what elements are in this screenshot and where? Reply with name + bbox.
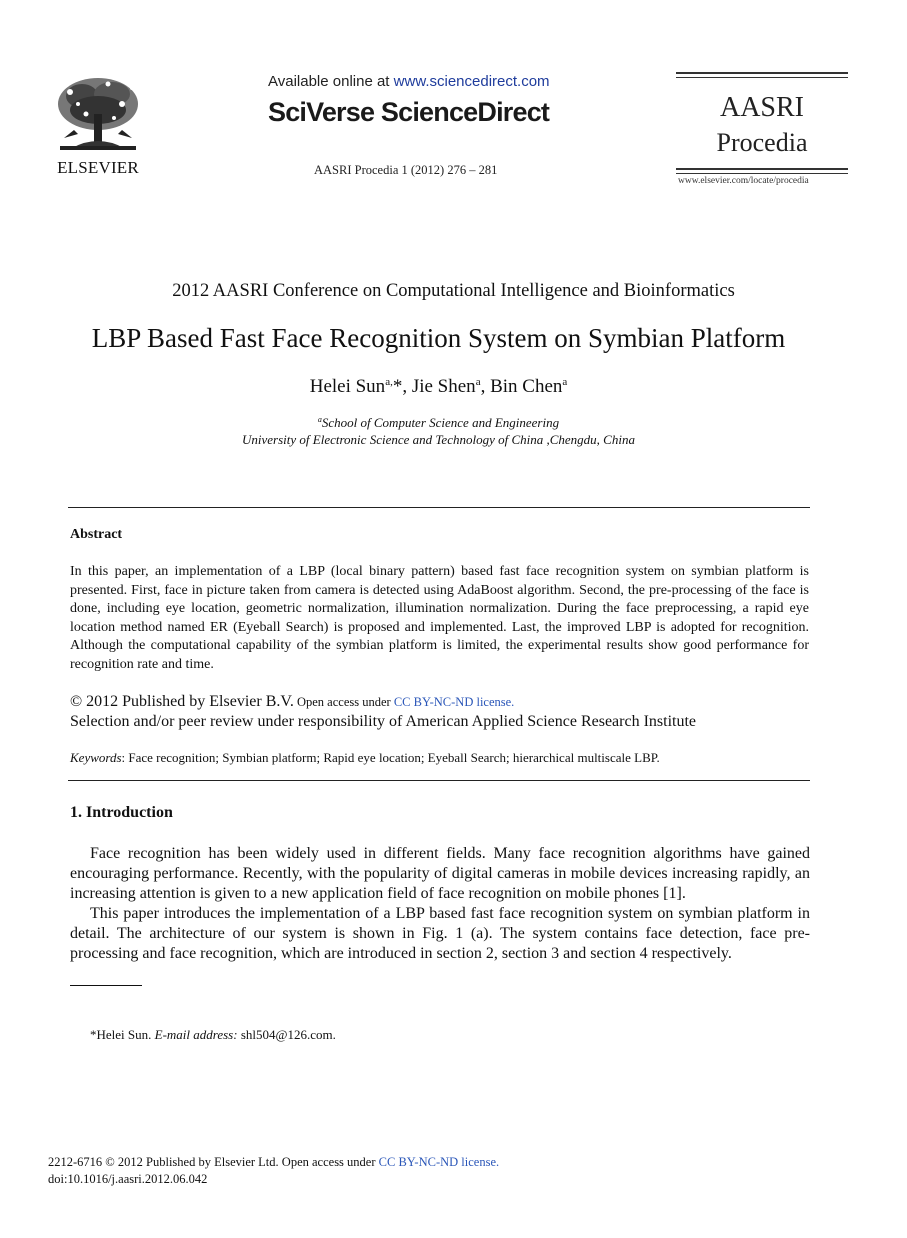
- footnote-rule: [70, 985, 142, 986]
- author-separator: *,: [392, 376, 412, 397]
- author-list: [0, 376, 877, 398]
- footnote: [90, 1027, 336, 1043]
- author-name: Jie Shen: [411, 376, 476, 397]
- abstract-top-rule: [68, 507, 810, 508]
- review-statement: Selection and/or peer review under responsibility of American Applied Science Research Institute: [70, 713, 697, 730]
- author-name: Helei Sun: [309, 376, 386, 397]
- journal-title-line2: Procedia: [716, 128, 808, 157]
- paragraph: This paper introduces the implementation of a LBP based fast face recognition system on symbian platform in detail. The architecture of our system is shown in Fig. 1 (a). The system contains face detection, face pre-processing and face recognition, which are introduced in section 2, section 3 and section 4 respectively.: [70, 905, 810, 962]
- elsevier-logo: [50, 74, 146, 178]
- abstract-bottom-rule: [68, 780, 810, 781]
- elsevier-wordmark: ELSEVIER: [57, 158, 139, 177]
- sciverse-logo: SciVerse ScienceDirect: [268, 97, 550, 127]
- keywords-label: Keywords: [70, 750, 122, 765]
- section-heading: 1. Introduction: [70, 804, 173, 821]
- available-prefix: Available online at: [268, 73, 394, 90]
- footer-issn: [48, 1155, 499, 1170]
- elsevier-tree-icon: [52, 74, 144, 156]
- footer-doi[interactable]: doi:10.1016/j.aasri.2012.06.042: [48, 1172, 208, 1186]
- footer-license-link[interactable]: CC BY-NC-ND license.: [378, 1155, 500, 1169]
- footnote-email-label: E-mail address:: [154, 1027, 238, 1042]
- footnote-author: *Helei Sun.: [90, 1027, 155, 1042]
- conference-name: 2012 AASRI Conference on Computational Intelligence and Bioinformatics: [172, 281, 735, 301]
- footer-open-access: Open access under: [278, 1155, 379, 1169]
- available-online: [268, 73, 550, 90]
- copyright-text: © 2012 Published by Elsevier B.V.: [70, 693, 294, 710]
- author-affil-mark: a: [562, 376, 568, 388]
- journal-reference: AASRI Procedia 1 (2012) 276 – 281: [314, 163, 498, 177]
- footnote-email: shl504@126.com.: [237, 1027, 336, 1042]
- affiliation-line2: University of Electronic Science and Technology of China ,Chengdu, China: [242, 432, 635, 447]
- affiliation-mark: a: [317, 415, 322, 424]
- keywords: [70, 750, 810, 766]
- abstract-heading: Abstract: [70, 527, 123, 542]
- paper-title: LBP Based Fast Face Recognition System on Symbian Platform: [91, 323, 786, 353]
- author-affil-mark: a,: [385, 376, 393, 388]
- copyright-block: [70, 692, 830, 731]
- keywords-list: : Face recognition; Symbian platform; Rapid eye location; Eyeball Search; hierarchical multiscale LBP.: [121, 750, 660, 765]
- author-separator: ,: [480, 376, 491, 397]
- affiliation-school: School of Computer Science and Engineering: [321, 415, 560, 430]
- author-name: Bin Chen: [490, 376, 563, 397]
- journal-box-bottom-rule: [676, 168, 848, 174]
- sciencedirect-link[interactable]: www.sciencedirect.com: [393, 73, 550, 90]
- author-affil-mark: a: [475, 376, 481, 388]
- journal-title-box: [676, 72, 848, 174]
- footer-issn-text: 2212-6716 © 2012 Published by Elsevier Ltd.: [48, 1155, 279, 1169]
- journal-title-line1: AASRI: [719, 92, 804, 123]
- abstract-text: In this paper, an implementation of a LBP (local binary pattern) based fast face recognition system on symbian platform is presented. First, face in picture taken from camera is detected using AdaBoost algorithm. Second, the pre-processing of the face is done, including eye location, geometric normalization, illumination normalization. During the face preprocessing, a rapid eye location method named ER (Eyeball Search) is proposed and implemented. Last, the improved LBP is adopted for recognition. Although the computational capability of the symbian platform is limited, the experimental results show good performance for recognition rate and time.: [70, 564, 809, 672]
- journal-url[interactable]: www.elsevier.com/locate/procedia: [678, 176, 809, 186]
- license-link[interactable]: CC BY-NC-ND license.: [393, 695, 515, 709]
- affiliation-line1: [0, 415, 877, 431]
- open-access-prefix: Open access under: [293, 695, 394, 709]
- paragraph: Face recognition has been widely used in different fields. Many face recognition algorithms have gained encouraging performance. Recently, with the popularity of digital cameras in mobile devices increasing rapidly, an increasing attention is given to a new application field of face recognition on mobile phones [1].: [70, 845, 810, 902]
